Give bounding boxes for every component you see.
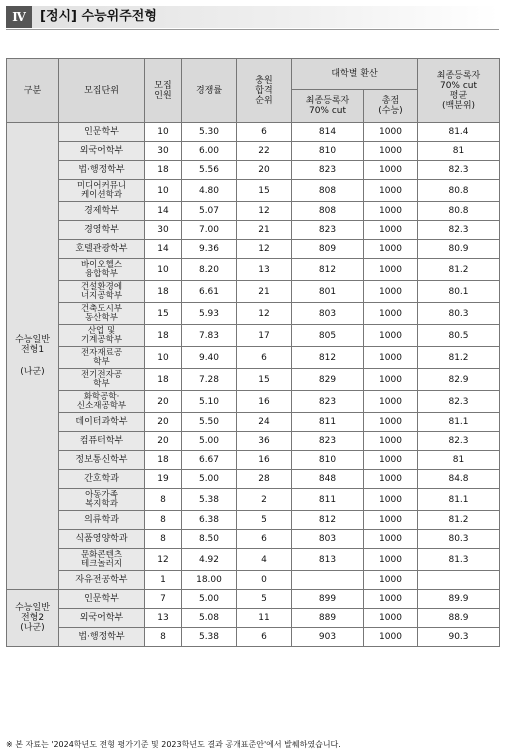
cell-total: 1000 (364, 571, 418, 590)
cell-waitlist: 12 (237, 202, 292, 221)
header-waitlist: 충원 합격 순위 (237, 59, 292, 123)
cell-cut70: 808 (292, 180, 364, 202)
cell-pct: 88.9 (418, 609, 500, 628)
cell-waitlist: 24 (237, 413, 292, 432)
cell-quota: 18 (145, 369, 182, 391)
cell-unit: 산업 및 기계공학부 (59, 325, 145, 347)
cell-pct: 82.3 (418, 391, 500, 413)
cell-total: 1000 (364, 202, 418, 221)
cell-unit: 인문학부 (59, 590, 145, 609)
cell-total: 1000 (364, 489, 418, 511)
header-percentile: 최종등록자 70% cut 평균 (백분위) (418, 59, 500, 123)
cell-competition: 5.07 (182, 202, 237, 221)
table-row (7, 489, 500, 511)
cell-unit: 데이터과학부 (59, 413, 145, 432)
cell-pct: 81.2 (418, 347, 500, 369)
cell-quota: 18 (145, 161, 182, 180)
cell-unit: 식품영양학과 (59, 530, 145, 549)
cell-pct: 82.3 (418, 432, 500, 451)
cell-quota: 20 (145, 432, 182, 451)
cell-waitlist: 6 (237, 347, 292, 369)
cell-waitlist: 6 (237, 628, 292, 647)
cell-quota: 10 (145, 259, 182, 281)
cell-competition: 7.00 (182, 221, 237, 240)
cell-competition: 7.28 (182, 369, 237, 391)
cell-unit: 법·행정학부 (59, 161, 145, 180)
group-cell: 수능일반 전형1 (나군) (7, 123, 59, 590)
cell-total: 1000 (364, 609, 418, 628)
cell-pct: 80.8 (418, 180, 500, 202)
cell-quota: 8 (145, 489, 182, 511)
cell-quota: 19 (145, 470, 182, 489)
cell-waitlist: 11 (237, 609, 292, 628)
cell-cut70 (292, 571, 364, 590)
cell-waitlist: 13 (237, 259, 292, 281)
cell-competition: 5.00 (182, 432, 237, 451)
header-quota: 모집 인원 (145, 59, 182, 123)
table-row (7, 259, 500, 281)
cell-pct: 81 (418, 451, 500, 470)
cell-quota: 10 (145, 180, 182, 202)
cell-cut70: 823 (292, 432, 364, 451)
cell-pct: 81.3 (418, 549, 500, 571)
table-row (7, 161, 500, 180)
table-row (7, 413, 500, 432)
cell-competition: 9.36 (182, 240, 237, 259)
cell-cut70: 899 (292, 590, 364, 609)
table-row (7, 432, 500, 451)
cell-competition: 5.50 (182, 413, 237, 432)
cell-total: 1000 (364, 590, 418, 609)
table-row (7, 281, 500, 303)
cell-cut70: 812 (292, 511, 364, 530)
cell-cut70: 823 (292, 221, 364, 240)
cell-waitlist: 15 (237, 180, 292, 202)
cell-competition: 5.30 (182, 123, 237, 142)
admission-results-table (6, 58, 500, 647)
cell-pct: 80.5 (418, 325, 500, 347)
cell-total: 1000 (364, 549, 418, 571)
cell-waitlist: 16 (237, 391, 292, 413)
cell-quota: 12 (145, 549, 182, 571)
cell-cut70: 808 (292, 202, 364, 221)
cell-unit: 문화콘텐츠 테크놀러지 (59, 549, 145, 571)
cell-pct: 82.9 (418, 369, 500, 391)
cell-pct: 82.3 (418, 221, 500, 240)
cell-quota: 20 (145, 413, 182, 432)
table-row (7, 511, 500, 530)
group-cell: 수능일반 전형2 (나군) (7, 590, 59, 647)
table-row (7, 123, 500, 142)
cell-total: 1000 (364, 123, 418, 142)
cell-waitlist: 5 (237, 511, 292, 530)
cell-total: 1000 (364, 303, 418, 325)
cell-unit: 건축도시부 동산학부 (59, 303, 145, 325)
cell-quota: 8 (145, 628, 182, 647)
cell-quota: 18 (145, 281, 182, 303)
cell-total: 1000 (364, 369, 418, 391)
table-row (7, 549, 500, 571)
header-unit: 모집단위 (59, 59, 145, 123)
header-divider (6, 29, 499, 30)
cell-quota: 20 (145, 391, 182, 413)
cell-quota: 10 (145, 123, 182, 142)
footnote: ※ 본 자료는 '2024학년도 전형 평가기준 및 2023학년도 결과 공개표준안'에서 발췌하였습니다. (6, 740, 341, 749)
cell-pct: 81.1 (418, 489, 500, 511)
cell-waitlist: 15 (237, 369, 292, 391)
cell-unit: 아동가족 복지학과 (59, 489, 145, 511)
cell-cut70: 803 (292, 303, 364, 325)
cell-cut70: 823 (292, 161, 364, 180)
cell-unit: 전기전자공 학부 (59, 369, 145, 391)
cell-total: 1000 (364, 259, 418, 281)
cell-waitlist: 5 (237, 590, 292, 609)
cell-total: 1000 (364, 161, 418, 180)
cell-total: 1000 (364, 391, 418, 413)
cell-waitlist: 21 (237, 221, 292, 240)
cell-quota: 14 (145, 202, 182, 221)
cell-waitlist: 22 (237, 142, 292, 161)
cell-waitlist: 12 (237, 240, 292, 259)
cell-competition: 5.10 (182, 391, 237, 413)
cell-competition: 6.00 (182, 142, 237, 161)
cell-competition: 8.20 (182, 259, 237, 281)
cell-competition: 9.40 (182, 347, 237, 369)
cell-competition: 5.93 (182, 303, 237, 325)
cell-quota: 7 (145, 590, 182, 609)
cell-total: 1000 (364, 511, 418, 530)
cell-unit: 외국어학부 (59, 142, 145, 161)
table-row (7, 142, 500, 161)
cell-cut70: 814 (292, 123, 364, 142)
cell-unit: 호텔관광학부 (59, 240, 145, 259)
table-row (7, 180, 500, 202)
cell-waitlist: 4 (237, 549, 292, 571)
cell-pct: 80.1 (418, 281, 500, 303)
cell-total: 1000 (364, 413, 418, 432)
cell-unit: 바이오헬스 융합학부 (59, 259, 145, 281)
cell-quota: 1 (145, 571, 182, 590)
table-row (7, 470, 500, 489)
cell-competition: 6.67 (182, 451, 237, 470)
cell-waitlist: 0 (237, 571, 292, 590)
cell-unit: 외국어학부 (59, 609, 145, 628)
cell-unit: 화학공학· 신소재공학부 (59, 391, 145, 413)
cell-cut70: 811 (292, 413, 364, 432)
cell-waitlist: 6 (237, 123, 292, 142)
cell-total: 1000 (364, 530, 418, 549)
cell-competition: 4.80 (182, 180, 237, 202)
cell-waitlist: 17 (237, 325, 292, 347)
cell-pct: 81 (418, 142, 500, 161)
section-header (6, 6, 499, 28)
cell-unit: 간호학과 (59, 470, 145, 489)
table-row (7, 347, 500, 369)
cell-waitlist: 21 (237, 281, 292, 303)
cell-pct: 81.4 (418, 123, 500, 142)
cell-pct: 90.3 (418, 628, 500, 647)
cell-waitlist: 2 (237, 489, 292, 511)
cell-competition: 4.92 (182, 549, 237, 571)
cell-waitlist: 16 (237, 451, 292, 470)
cell-cut70: 810 (292, 142, 364, 161)
cell-unit: 법·행정학부 (59, 628, 145, 647)
cell-competition: 5.08 (182, 609, 237, 628)
cell-total: 1000 (364, 142, 418, 161)
table-row (7, 571, 500, 590)
header-total: 총점 (수능) (364, 90, 418, 123)
cell-pct: 80.8 (418, 202, 500, 221)
cell-pct: 81.2 (418, 511, 500, 530)
cell-competition: 6.38 (182, 511, 237, 530)
cell-quota: 10 (145, 347, 182, 369)
cell-cut70: 813 (292, 549, 364, 571)
cell-waitlist: 6 (237, 530, 292, 549)
cell-cut70: 848 (292, 470, 364, 489)
cell-quota: 30 (145, 142, 182, 161)
cell-waitlist: 36 (237, 432, 292, 451)
table-row (7, 240, 500, 259)
cell-pct: 81.2 (418, 259, 500, 281)
cell-cut70: 801 (292, 281, 364, 303)
cell-competition: 6.61 (182, 281, 237, 303)
cell-pct: 82.3 (418, 161, 500, 180)
table-row (7, 391, 500, 413)
table-body (7, 123, 500, 647)
cell-competition: 5.00 (182, 470, 237, 489)
cell-unit: 인문학부 (59, 123, 145, 142)
cell-unit: 자유전공학부 (59, 571, 145, 590)
section-number-badge: Ⅳ (6, 6, 32, 28)
cell-quota: 13 (145, 609, 182, 628)
header-group: 구분 (7, 59, 59, 123)
cell-unit: 경제학부 (59, 202, 145, 221)
cell-pct: 80.3 (418, 303, 500, 325)
cell-cut70: 810 (292, 451, 364, 470)
cell-competition: 8.50 (182, 530, 237, 549)
cell-total: 1000 (364, 347, 418, 369)
table-row (7, 628, 500, 647)
cell-total: 1000 (364, 628, 418, 647)
table-row (7, 590, 500, 609)
header-competition: 경쟁률 (182, 59, 237, 123)
table-row (7, 369, 500, 391)
cell-cut70: 903 (292, 628, 364, 647)
cell-quota: 8 (145, 511, 182, 530)
cell-unit: 건설환경에 너지공학부 (59, 281, 145, 303)
cell-cut70: 803 (292, 530, 364, 549)
cell-cut70: 812 (292, 259, 364, 281)
cell-total: 1000 (364, 281, 418, 303)
table-row (7, 530, 500, 549)
cell-cut70: 812 (292, 347, 364, 369)
cell-competition: 5.38 (182, 489, 237, 511)
cell-competition: 5.56 (182, 161, 237, 180)
cell-waitlist: 28 (237, 470, 292, 489)
cell-quota: 30 (145, 221, 182, 240)
cell-pct: 89.9 (418, 590, 500, 609)
cell-cut70: 811 (292, 489, 364, 511)
cell-total: 1000 (364, 240, 418, 259)
cell-competition: 5.38 (182, 628, 237, 647)
cell-quota: 18 (145, 451, 182, 470)
cell-cut70: 805 (292, 325, 364, 347)
cell-unit: 경영학부 (59, 221, 145, 240)
cell-unit: 미디어커뮤니 케이션학과 (59, 180, 145, 202)
cell-quota: 8 (145, 530, 182, 549)
cell-competition: 18.00 (182, 571, 237, 590)
cell-unit: 컴퓨터학부 (59, 432, 145, 451)
cell-cut70: 823 (292, 391, 364, 413)
cell-cut70: 829 (292, 369, 364, 391)
cell-pct: 80.9 (418, 240, 500, 259)
cell-total: 1000 (364, 451, 418, 470)
table-row (7, 451, 500, 470)
cell-waitlist: 20 (237, 161, 292, 180)
cell-total: 1000 (364, 180, 418, 202)
cell-cut70: 889 (292, 609, 364, 628)
cell-competition: 5.00 (182, 590, 237, 609)
cell-pct: 80.3 (418, 530, 500, 549)
cell-unit: 전자재료공 학부 (59, 347, 145, 369)
cell-waitlist: 12 (237, 303, 292, 325)
cell-pct: 84.8 (418, 470, 500, 489)
header-conversion: 대학별 환산 (292, 59, 418, 90)
cell-unit: 의류학과 (59, 511, 145, 530)
cell-cut70: 809 (292, 240, 364, 259)
table-row (7, 609, 500, 628)
cell-quota: 15 (145, 303, 182, 325)
cell-total: 1000 (364, 325, 418, 347)
cell-total: 1000 (364, 470, 418, 489)
cell-unit: 정보통신학부 (59, 451, 145, 470)
cell-pct (418, 571, 500, 590)
header-final-70: 최종등록자 70% cut (292, 90, 364, 123)
table-row (7, 202, 500, 221)
table-row (7, 325, 500, 347)
cell-total: 1000 (364, 432, 418, 451)
cell-total: 1000 (364, 221, 418, 240)
cell-quota: 14 (145, 240, 182, 259)
table-row (7, 221, 500, 240)
cell-pct: 81.1 (418, 413, 500, 432)
cell-quota: 18 (145, 325, 182, 347)
cell-competition: 7.83 (182, 325, 237, 347)
table-row (7, 303, 500, 325)
section-title: [정시] 수능위주전형 (40, 9, 157, 24)
